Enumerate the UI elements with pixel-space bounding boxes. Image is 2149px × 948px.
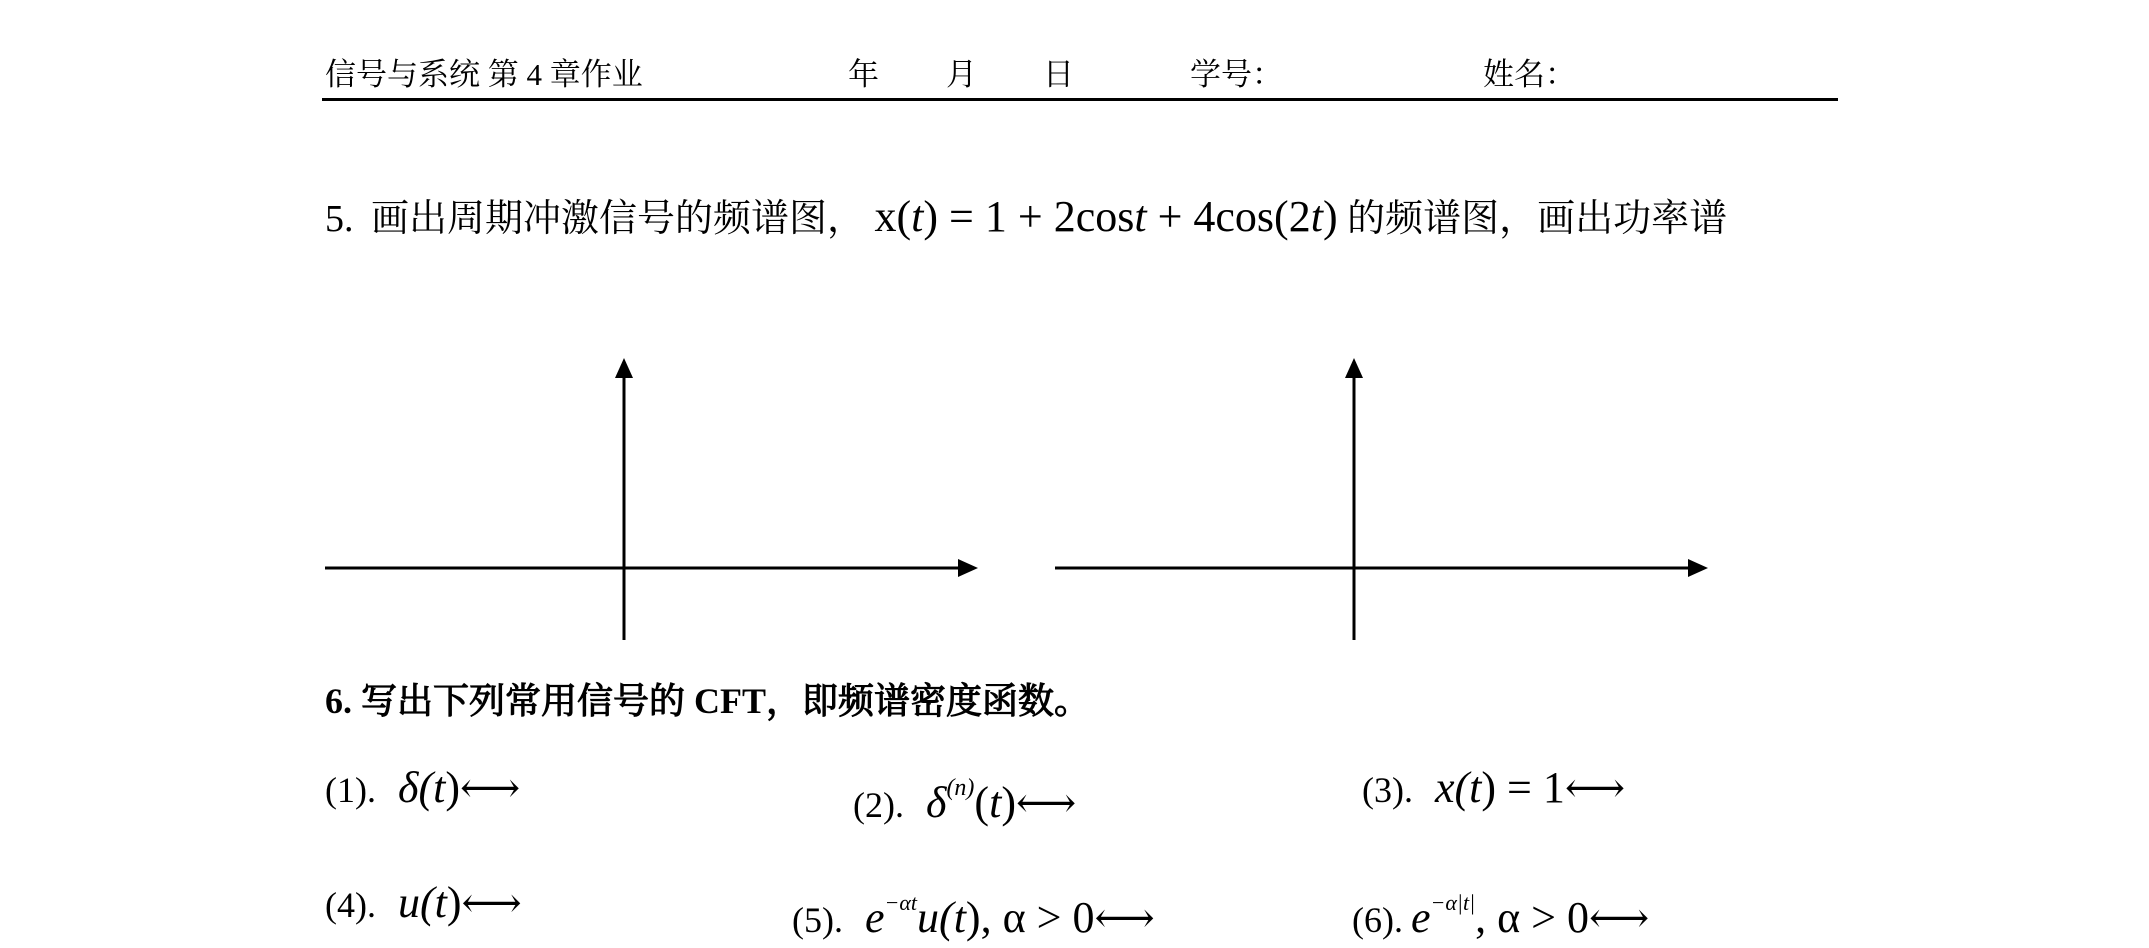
math-fn: δ( xyxy=(397,763,434,812)
cft-item-3 xyxy=(1362,760,1625,818)
math-part: ), α > 0 xyxy=(965,893,1095,942)
math-fn: δ xyxy=(925,778,947,827)
double-arrow-icon: ⟷ xyxy=(461,881,522,927)
right-y-arrowhead xyxy=(1345,358,1363,378)
item-label: (5). xyxy=(792,900,843,940)
math-superscript: −α|t| xyxy=(1430,890,1476,915)
item-label: (4). xyxy=(325,885,376,925)
item-math xyxy=(398,763,520,812)
cft-item-5 xyxy=(792,875,1155,948)
math-part: ) xyxy=(446,878,462,927)
double-arrow-icon: ⟷ xyxy=(1589,896,1650,942)
math-part: ) xyxy=(1001,778,1016,827)
math-part: ) = 1 xyxy=(1481,763,1565,812)
item-label: (1). xyxy=(325,770,376,810)
left-y-arrowhead xyxy=(615,358,633,378)
formula-part: ) = 1 + 2cos xyxy=(923,192,1135,241)
math-var: t xyxy=(433,763,446,812)
question-6-title: 6. 写出下列常用信号的 CFT，即频谱密度函数。 xyxy=(325,681,1091,721)
math-var: t xyxy=(1469,763,1482,812)
course-title: 信号与系统 第 4 章作业 xyxy=(325,57,643,92)
left-x-arrowhead xyxy=(958,559,978,577)
formula-var: t xyxy=(1310,192,1323,241)
year-label: 年 xyxy=(848,57,879,92)
student-id-label: 学号： xyxy=(1190,57,1283,92)
month-label: 月 xyxy=(946,57,977,92)
question-5-number: 5. xyxy=(325,198,354,240)
right-axes xyxy=(1055,358,1708,640)
math-superscript: −αt xyxy=(884,890,918,915)
double-arrow-icon: ⟷ xyxy=(1564,766,1626,812)
cft-item-2 xyxy=(853,760,1076,833)
double-arrow-icon: ⟷ xyxy=(1015,781,1077,827)
question-5-text-before: 画出周期冲激信号的频谱图， xyxy=(371,198,866,240)
cft-item-6 xyxy=(1352,875,1649,948)
formula-part: ) xyxy=(1322,192,1338,241)
math-var: t xyxy=(953,893,966,942)
math-part: , α > 0 xyxy=(1475,893,1589,942)
math-part: u( xyxy=(917,893,954,942)
math-part: ) xyxy=(445,763,460,812)
double-arrow-icon: ⟷ xyxy=(1094,896,1155,942)
formula-part: x( xyxy=(874,192,912,241)
cft-item-4 xyxy=(325,875,522,933)
formula-var: t xyxy=(911,192,924,241)
math-fn: e xyxy=(1410,893,1431,942)
item-math xyxy=(398,878,522,927)
formula-part: + 4cos(2 xyxy=(1146,192,1311,241)
math-superscript: (n) xyxy=(946,775,975,801)
right-x-arrowhead xyxy=(1688,559,1708,577)
item-math xyxy=(1410,890,1650,942)
day-label: 日 xyxy=(1043,57,1074,92)
name-label: 姓名： xyxy=(1483,57,1576,92)
formula-var: t xyxy=(1134,192,1147,241)
math-fn: u( xyxy=(397,878,435,927)
question-5-text-after: 的频谱图，画出功率谱 xyxy=(1347,198,1728,240)
item-label: (6). xyxy=(1352,900,1403,940)
math-fn: e xyxy=(864,893,885,942)
math-part: ( xyxy=(974,778,990,827)
math-var: t xyxy=(434,878,447,927)
math-fn: x( xyxy=(1434,763,1470,812)
item-math xyxy=(864,890,1155,942)
item-math xyxy=(925,775,1077,827)
double-arrow-icon: ⟷ xyxy=(459,766,521,812)
math-var: t xyxy=(989,778,1002,827)
item-math xyxy=(1435,763,1625,812)
cft-item-1 xyxy=(325,760,520,818)
item-label: (2). xyxy=(853,785,904,825)
left-axes xyxy=(325,358,978,640)
item-label: (3). xyxy=(1362,770,1413,810)
